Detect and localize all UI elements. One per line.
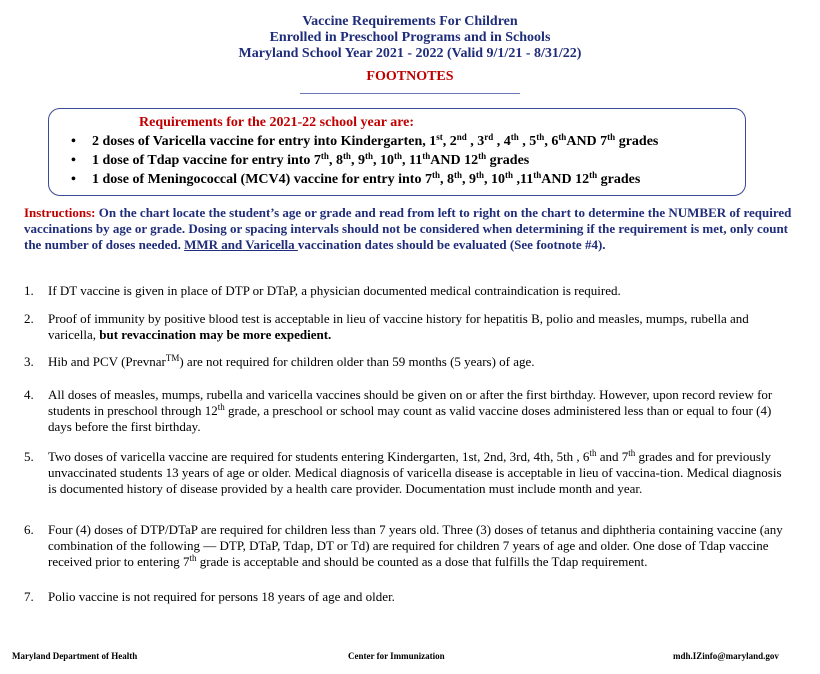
- footnote-1: 1. If DT vaccine is given in place of DTP or DTaP, a physician documented medical contraindication is required.: [24, 283, 621, 298]
- requirement-tdap: • 1 dose of Tdap vaccine for entry into 7th, 8th, 9th, 10th, 11thAND 12th grades: [71, 151, 658, 170]
- footnote-7: 7. Polio vaccine is not required for persons 18 years of age and older.: [24, 589, 395, 604]
- title-line-1: Vaccine Requirements For Children: [302, 14, 518, 29]
- requirements-list: [71, 132, 658, 189]
- instructions-label: Instructions:: [24, 205, 96, 220]
- title-divider: [300, 93, 520, 94]
- mmr-varicella-emphasis: MMR and Varicella: [184, 237, 298, 252]
- instructions-paragraph: Instructions: On the chart locate the student’s age or grade and read from left to right on the chart to determine the NUMBER of required vaccinations by age or grade. Dosing or spacing intervals should not be considered when determining if the requirement is met, only count the number of doses needed. MMR and Varicella vaccination dates should be evaluated (See footnote #4).: [24, 205, 792, 252]
- requirement-mcv4: • 1 dose of Meningococcal (MCV4) vaccine for entry into 7th, 8th, 9th, 10th ,11thAND 12th grades: [71, 170, 658, 189]
- title-line-3: Maryland School Year 2021 - 2022 (Valid 9/1/21 - 8/31/22): [238, 46, 582, 61]
- footnotes-title: FOOTNOTES: [366, 69, 454, 84]
- requirements-heading: Requirements for the 2021-22 school year are:: [139, 115, 415, 130]
- document-title: [0, 14, 820, 62]
- footer-org: Maryland Department of Health: [12, 651, 138, 661]
- title-line-2: Enrolled in Preschool Programs and in Schools: [269, 30, 551, 45]
- footnote-2: 2. Proof of immunity by positive blood test is acceptable in lieu of vaccine history for hepatitis B, polio and measles, mumps, rubella and varicella, but revaccination may be more expedient.: [24, 311, 749, 342]
- footnote-5: 5. Two doses of varicella vaccine are required for students entering Kindergarten, 1st, 2nd, 3rd, 4th, 5th , 6th and 7th grades and for previously unvaccinated students 13 years of age or older. Medical diagnosis of varicella disease is acceptable in lieu of vaccina-tion. Medical diagnosis is documented history of disease provided by a health care provider. Documentation must include month and year.: [24, 448, 782, 496]
- footnote-4: 4. All doses of measles, mumps, rubella and varicella vaccines should be given on or after the first birthday. However, upon record review for students in preschool through 12th grade, a preschool or school may count as valid vaccine doses administered less than or equal to four (4) days before the first birthday.: [24, 387, 773, 434]
- footer-center: Center for Immunization: [348, 651, 445, 661]
- footer-email: mdh.IZinfo@maryland.gov: [673, 651, 779, 661]
- footnote-3: 3. Hib and PCV (Prevnar™) are not required for children older than 59 months (5 years) of age.: [24, 353, 535, 369]
- footnote-6: 6. Four (4) doses of DTP/DTaP are required for children less than 7 years old. Three (3) doses of tetanus and diphtheria containing vaccine (any combination of the following — DTP, DTaP, Tdap, DT or Td) are required for children 7 years of age and older. One dose of Tdap vaccine received prior to entering 7th grade is acceptable and should be counted as a dose that fulfills the Tdap requirement.: [24, 522, 783, 569]
- requirement-varicella: • 2 doses of Varicella vaccine for entry into Kindergarten, 1st, 2nd , 3rd , 4th , 5th, 6thAND 7th grades: [71, 132, 658, 151]
- requirements-box: [48, 108, 746, 196]
